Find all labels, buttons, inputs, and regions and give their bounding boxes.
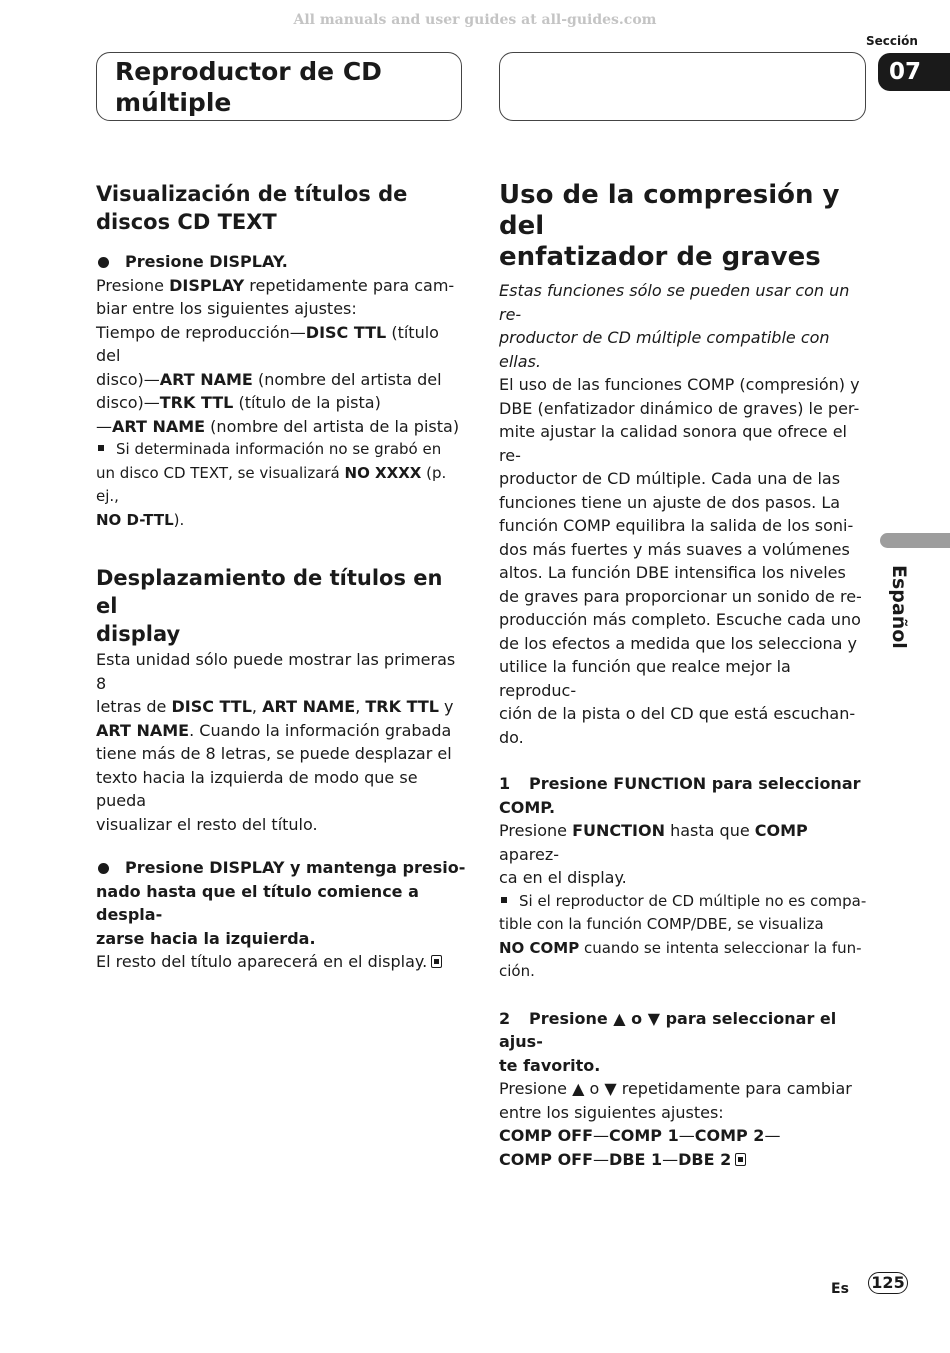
paragraph-line: Presione DISPLAY repetidamente para cam- <box>96 275 455 295</box>
watermark: All manuals and user guides at all-guides.com <box>293 12 657 28</box>
note-line: tible con la función COMP/DBE, se visualiza <box>499 915 824 933</box>
section-number-tab: 07 <box>878 53 950 91</box>
paragraph-line: entre los siguientes ajustes: <box>499 1102 724 1122</box>
end-mark-icon <box>431 955 442 968</box>
paragraph-line: El resto del título aparecerá en el display. <box>96 950 466 974</box>
paragraph-line: mite ajustar la calidad sonora que ofrece el re- <box>499 422 847 465</box>
chapter-title-line2: múltiple <box>115 88 232 117</box>
chapter-title-box <box>96 52 462 121</box>
paragraph-line: texto hacia la izquierda de modo que se pueda <box>96 767 418 810</box>
footer-language: Es <box>831 1281 849 1297</box>
note-line: Si el reproductor de CD múltiple no es compa- <box>499 890 869 914</box>
note-line: NO D-TTL). <box>96 510 185 529</box>
intro-italic-line: productor de CD múltiple compatible con ellas. <box>499 328 830 371</box>
paragraph-line: visualizar el resto del título. <box>96 814 318 834</box>
paragraph-line: ART NAME. Cuando la información grabada <box>96 720 452 740</box>
paragraph-line: altos. La función DBE intensifica los niveles <box>499 563 846 582</box>
step-1-title-cont: COMP. <box>499 797 556 817</box>
chapter-title-line1: Reproductor de CD <box>115 57 382 86</box>
paragraph-line: disco)—ART NAME (nombre del artista del <box>96 369 442 389</box>
paragraph-line: —ART NAME (nombre del artista de la pista) <box>96 416 460 436</box>
paragraph-line: Esta unidad sólo puede mostrar las primeras 8 <box>96 650 456 693</box>
settings-sequence-dbe: COMP OFF—DBE 1—DBE 2 <box>499 1148 869 1172</box>
paragraph-line: do. <box>499 727 524 747</box>
end-mark-icon <box>735 1153 746 1166</box>
settings-sequence-comp: COMP OFF—COMP 1—COMP 2— <box>499 1126 781 1145</box>
paragraph-line: productor de CD múltiple. Cada una de las <box>499 469 841 488</box>
paragraph-line: ción de la pista o del CD que está escuchan- <box>499 704 856 723</box>
paragraph-line: Presione ▲ o ▼ repetidamente para cambiar <box>499 1079 852 1098</box>
bullet-dot-icon <box>98 863 109 874</box>
note-line: NO COMP cuando se intenta seleccionar la fun- <box>499 938 862 957</box>
section-label: Sección <box>866 34 918 48</box>
paragraph-line: El uso de las funciones COMP (compresión) y <box>499 375 860 394</box>
paragraph-line: de graves para proporcionar un sonido de re- <box>499 586 862 606</box>
paragraph-line: dos más fuertes y más suaves a volúmenes <box>499 539 850 559</box>
paragraph-line: de los efectos a medida que los selecciona y <box>499 633 857 653</box>
header-empty-box <box>499 52 866 121</box>
note-square-icon <box>98 445 104 451</box>
paragraph-line: Presione FUNCTION hasta que COMP aparez- <box>499 821 808 864</box>
note-line: ción. <box>499 962 535 980</box>
note-square-icon <box>501 897 507 903</box>
side-tab-language: Español <box>888 565 910 649</box>
note-line: Si determinada información no se grabó en <box>96 438 466 462</box>
page-number: 125 <box>868 1272 908 1294</box>
paragraph-line: DBE (enfatizador dinámico de graves) le per- <box>499 398 860 418</box>
bullet-hold-display: Presione DISPLAY y mantenga presio- <box>96 856 466 880</box>
heading-scroll-titles: Desplazamiento de títulos en el display <box>96 566 443 646</box>
step-2-title: 2 Presione ▲ o ▼ para seleccionar el ajus- <box>499 1008 837 1051</box>
step-1-title: 1 Presione FUNCTION para seleccionar <box>499 774 861 793</box>
heading-compression-bass: Uso de la compresión y del enfatizador de graves <box>499 180 840 272</box>
bullet-press-display: Presione DISPLAY. <box>96 250 466 274</box>
paragraph-line: biar entre los siguientes ajustes: <box>96 299 357 318</box>
paragraph-line: funciones tiene un ajuste de dos pasos. La <box>499 492 841 512</box>
bullet-dot-icon <box>98 257 109 268</box>
bullet-line: zarse hacia la izquierda. <box>96 928 316 948</box>
intro-italic-line: Estas funciones sólo se pueden usar con un re- <box>499 281 850 324</box>
step-2-title-cont: te favorito. <box>499 1055 601 1075</box>
paragraph-line: letras de DISC TTL, ART NAME, TRK TTL y <box>96 697 454 716</box>
paragraph-line: producción más completo. Escuche cada uno <box>499 610 861 629</box>
paragraph-line: tiene más de 8 letras, se puede desplazar el <box>96 744 452 763</box>
bullet-line: nado hasta que el título comience a despla- <box>96 881 419 924</box>
note-line: un disco CD TEXT, se visualizará NO XXXX (p. ej., <box>96 463 447 505</box>
side-tab-bar <box>880 533 950 548</box>
left-column <box>96 180 466 974</box>
paragraph-line: función COMP equilibra la salida de los soni- <box>499 516 854 535</box>
right-column <box>499 180 869 1171</box>
paragraph-line: ca en el display. <box>499 868 627 887</box>
heading-cd-text: Visualización de títulos de discos CD TEXT <box>96 182 408 234</box>
paragraph-line: Tiempo de reproducción—DISC TTL (título del <box>96 322 439 365</box>
paragraph-line: utilice la función que realce mejor la reproduc- <box>499 657 791 700</box>
paragraph-line: disco)—TRK TTL (título de la pista) <box>96 393 381 412</box>
